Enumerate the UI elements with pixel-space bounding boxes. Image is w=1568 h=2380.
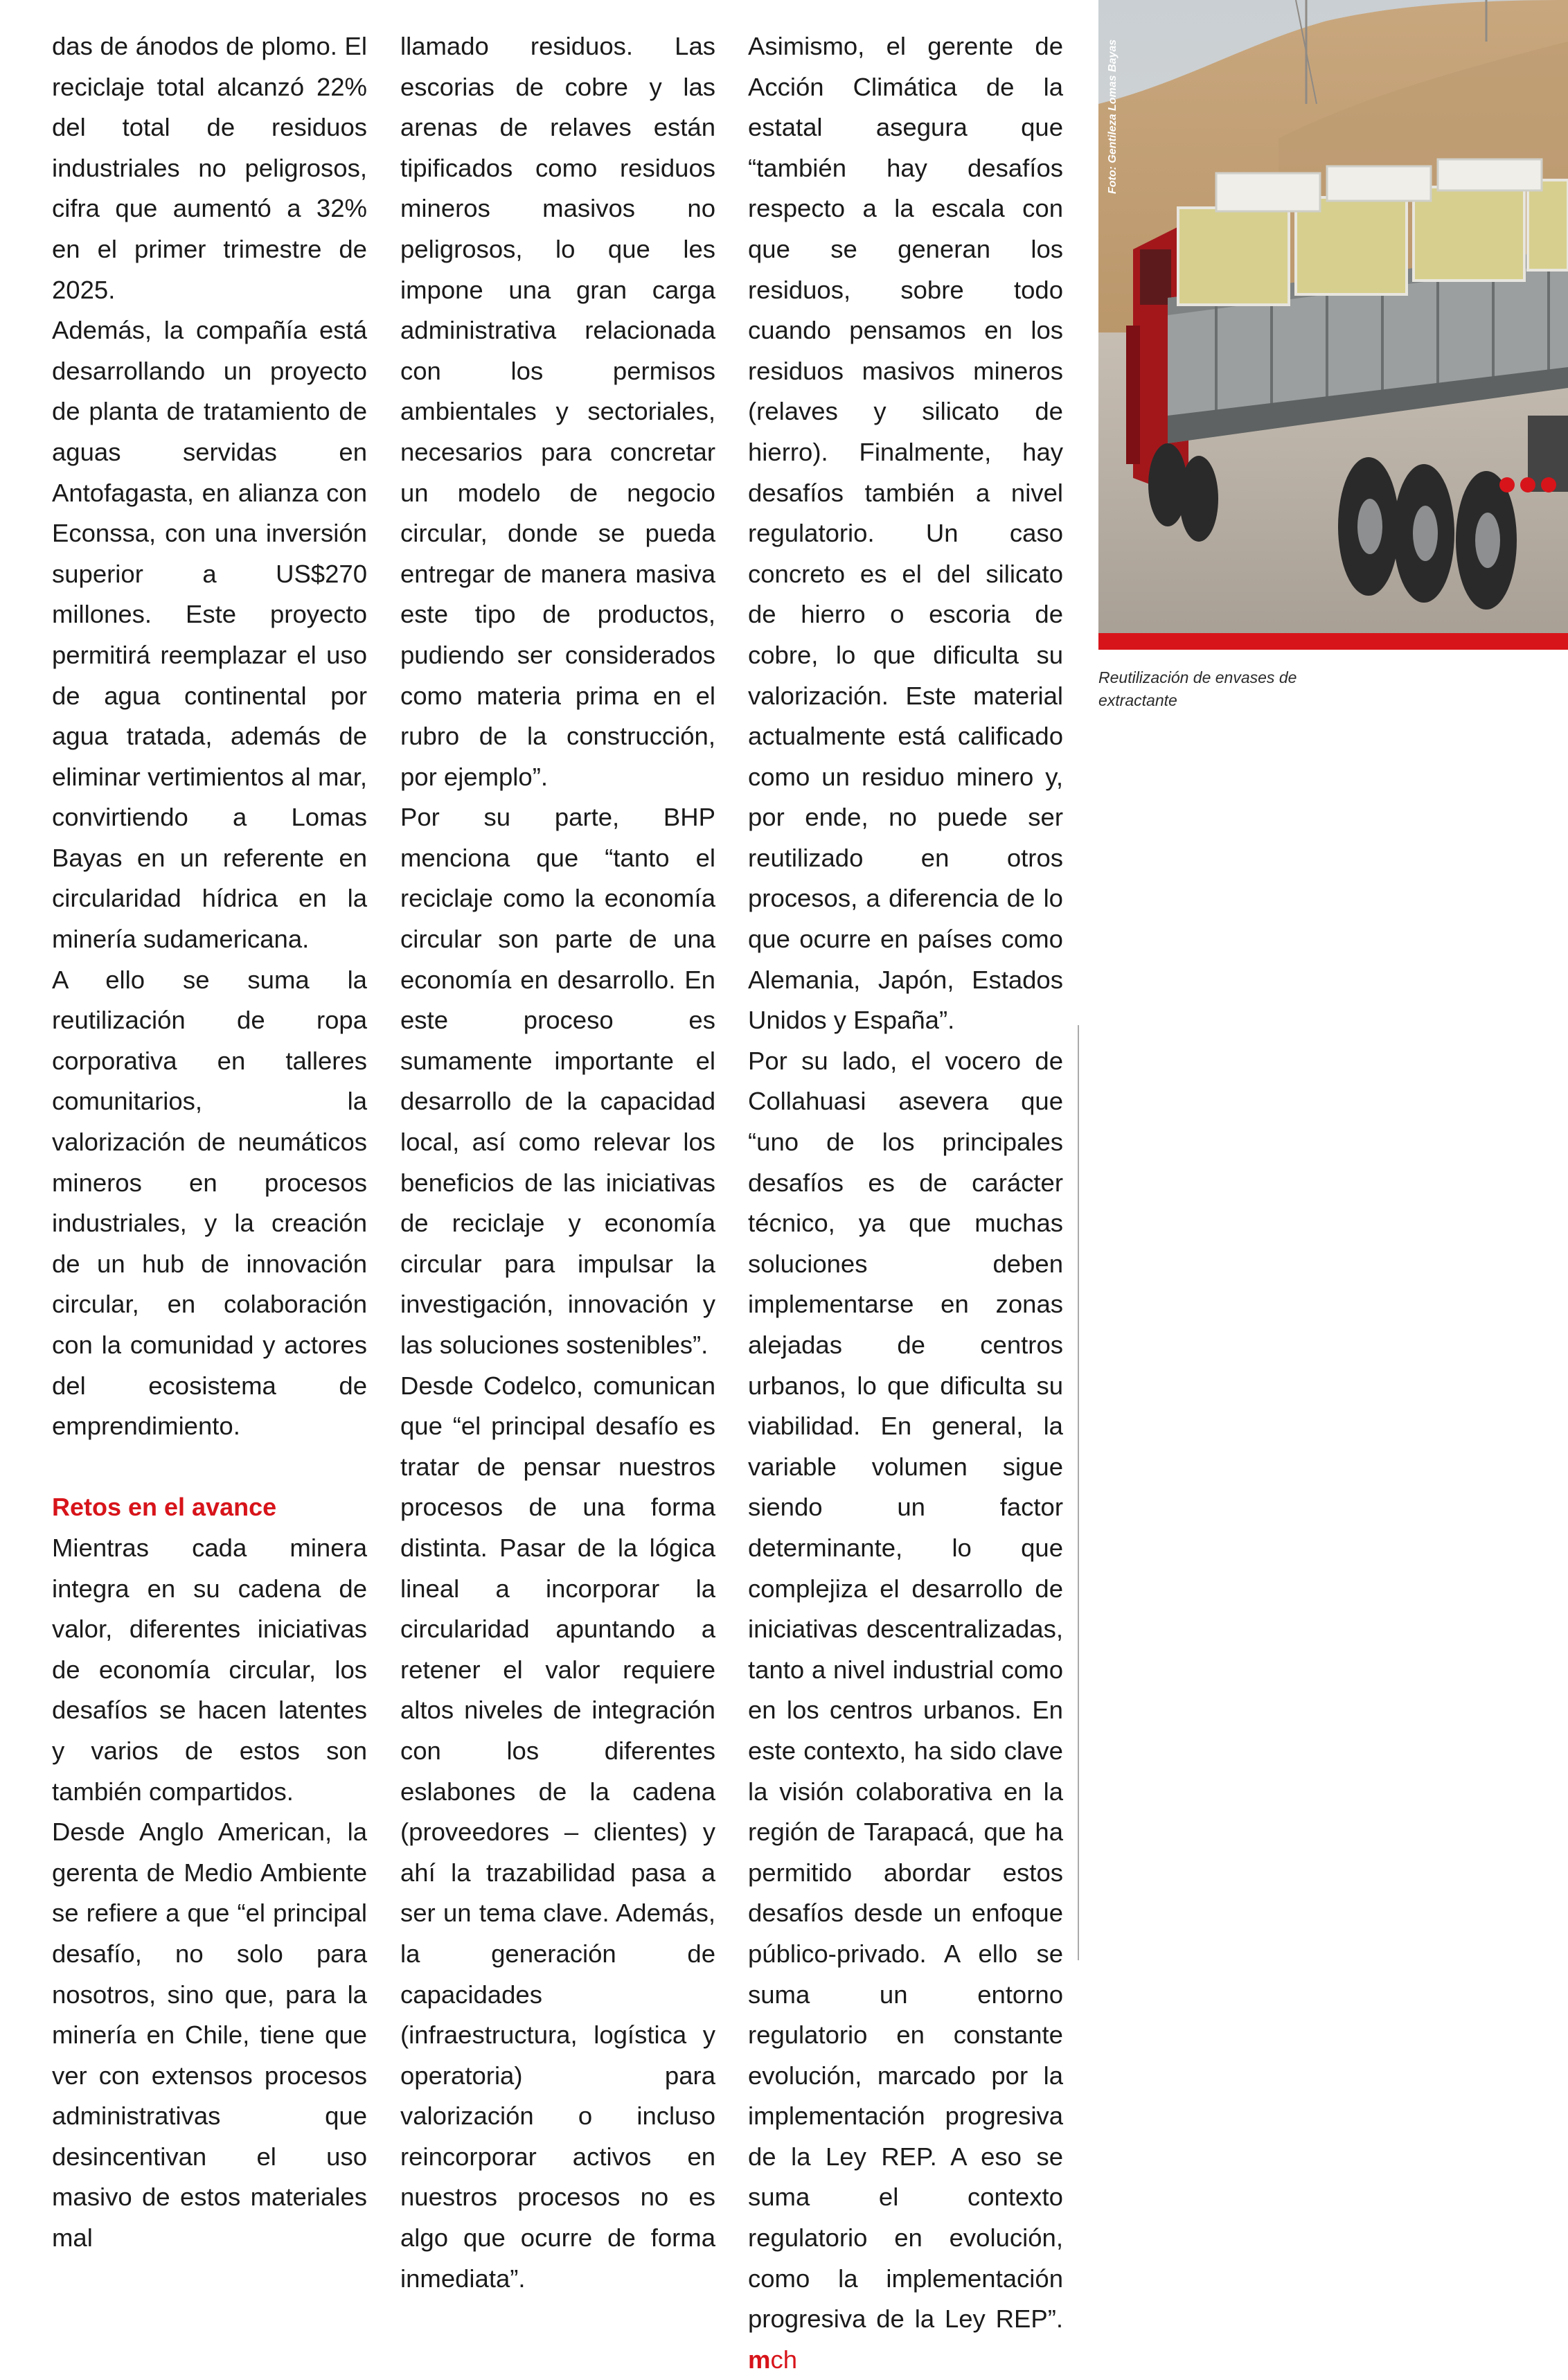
- photo-caption: Reutilización de envases de extractante: [1098, 668, 1297, 709]
- paragraph-text: Por su lado, el vocero de Collahuasi asevera que “uno de los principales desafíos es de carácter técnico, ya que muchas soluciones deben implementarse en zonas alejadas de centros urbanos, lo que dificulta su viabilidad. En general, la variable volumen sigue siendo un factor determinante, lo que complejiza el desarrollo de iniciativas descentralizadas, tanto a nivel industrial como en los centros urbanos. En este contexto, ha sido clave la visión colaborativa en la región de Tarapacá, que ha permitido abordar estos desafíos desde un enfoque público-privado. A ello se suma un entorno regulatorio en constante evolución, marcado por la implementación progresiva de la Ley REP. A eso se suma el contexto regulatorio en evolución, como la implementación progresiva de la Ley REP”.: [748, 1046, 1063, 2334]
- paragraph: A ello se suma la reutilización de ropa corporativa en talleres comunitarios, la valorización de neumáticos mineros en procesos industriales, y la creación de un hub de innovación circular, en colaboración con la comunidad y actores del ecosistema de emprendimiento.: [52, 965, 367, 1441]
- paragraph: Desde Anglo American, la gerenta de Medio Ambiente se refiere a que “el principal desafío, no solo para nosotros, sino que, para la minería en Chile, tiene que ver con extensos procesos administrativas que desincentivan el uso masivo de estos materiales mal: [52, 1818, 367, 2253]
- section-heading: Retos en el avance: [52, 1493, 277, 1522]
- paragraph: Desde Codelco, comunican que “el principal desafío es tratar de pensar nuestros procesos de una forma distinta. Pasar de la lógica lineal a incorporar la circularidad apuntando a retener el valor requiere altos niveles de integración con los diferentes eslabones de la cadena (proveedores – clientes) y ahí la trazabilidad pasa a ser un tema clave. Además, la generación de capacidades (infraestructura, logística y operatoria) para valorización o incluso reincorporar activos en nuestros procesos no es algo que ocurre de forma inmediata”.: [400, 1371, 715, 2293]
- paragraph: Asimismo, el gerente de Acción Climática de la estatal asegura que “también hay desafíos respecto a la escala con que se generan los residuos, sobre todo cuando pensamos en los residuos masivos mineros (relaves y silicato de hierro). Finalmente, hay desafíos también a nivel regulatorio. Un caso concreto es el del silicato de hierro o escoria de cobre, lo que dificulta su valorización. Este material actualmente está calificado como un residuo minero y, por ende, no puede ser reutilizado en otros procesos, a diferencia de lo que ocurre en países como Alemania, Japón, Estados Unidos y España”.: [748, 32, 1063, 1035]
- column-divider: [1078, 1025, 1079, 1960]
- paragraph: das de ánodos de plomo. El reciclaje total alcanzó 22% del total de residuos industriales no peligrosos, cifra que aumentó a 32% en el primer trimestre de 2025.: [52, 32, 367, 304]
- article-column-2: [400, 26, 715, 2299]
- article-column-3: [748, 26, 1063, 2380]
- truck-illustration: [1098, 0, 1568, 650]
- truck-photo: [1098, 0, 1568, 650]
- photo-credit: Foto: Gentileza Lomas Bayas: [1107, 39, 1119, 194]
- paragraph: Además, la compañía está desarrollando un proyecto de planta de tratamiento de aguas servidas en Antofagasta, en alianza con Econssa, con una inversión superior a US$270 millones. Este proyecto permitirá reemplazar el uso de agua continental por agua tratada, además de eliminar vertimientos al mar, convirtiendo a Lomas Bayas en un referente en circularidad hídrica en la minería sudamericana.: [52, 316, 367, 954]
- end-mark-logo: mch: [748, 2345, 798, 2374]
- article-column-1: [52, 26, 367, 2259]
- paragraph: llamado residuos. Las escorias de cobre y las arenas de relaves están tipificados como residuos mineros masivos no peligrosos, lo que les impone una gran carga administrativa relacionada con los permisos ambientales y sectoriales, necesarios para concretar un modelo de negocio circular, donde se pueda entregar de manera masiva este tipo de productos, pudiendo ser considerados como materia prima en el rubro de la construcción, por ejemplo”.: [400, 32, 715, 791]
- paragraph: [748, 1041, 1063, 2380]
- paragraph: Por su parte, BHP menciona que “tanto el reciclaje como la economía circular son parte de una economía en desarrollo. En este proceso es sumamente importante el desarrollo de la capacidad local, así como relevar los beneficios de las iniciativas de reciclaje y economía circular para impulsar la investigación, innovación y las soluciones sostenibles”.: [400, 803, 715, 1359]
- paragraph: Mientras cada minera integra en su cadena de valor, diferentes iniciativas de economía circular, los desafíos se hacen latentes y varios de estos son también compartidos.: [52, 1533, 367, 1806]
